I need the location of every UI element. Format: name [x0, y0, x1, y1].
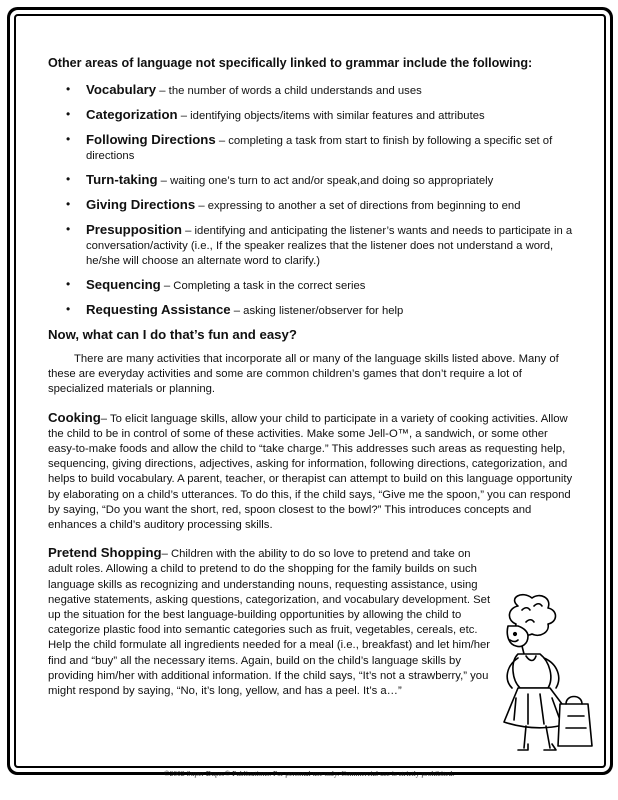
list-item [66, 222, 578, 269]
term-description: – asking listener/observer for help [230, 305, 404, 317]
list-item [66, 132, 578, 164]
cooking-paragraph [48, 410, 578, 534]
section-heading: Now, what can I do that’s fun and easy? [48, 327, 297, 342]
intro-heading: Other areas of language not specifically linked to grammar include the following: [48, 56, 533, 70]
list-item [66, 302, 578, 319]
term-description: – identifying and anticipating the listener’s wants and needs to participate in a conversation/activity (i.e., If the speaker realizes that the listener does not understand a word, he/she will choose an alternate word to clarify.) [86, 225, 573, 267]
list-item [66, 82, 578, 99]
term: Turn-taking [86, 172, 158, 187]
copyright-footer: ©2002 Super Duper® Publications. For personal use only. Commercial use is strictly prohibited. [163, 769, 455, 778]
term: Following Directions [86, 132, 216, 147]
list-item [66, 197, 578, 214]
list-item [66, 172, 578, 189]
cooking-heading: Cooking [48, 409, 101, 425]
term: Vocabulary [86, 82, 157, 97]
term: Requesting Assistance [86, 302, 231, 317]
term-description: – Completing a task in the correct series [160, 280, 366, 292]
shopping-heading: Pretend Shopping [48, 545, 162, 561]
language-areas-list [48, 82, 578, 319]
term: Giving Directions [86, 197, 196, 212]
list-item [66, 107, 578, 124]
term-description: – completing a task from start to finish by following a specific set of directions [86, 135, 553, 162]
term: Sequencing [86, 277, 161, 292]
term: Presupposition [86, 222, 182, 237]
list-item [66, 277, 578, 294]
girl-shopping-illustration-icon [488, 592, 598, 767]
shopping-paragraph [48, 545, 496, 699]
term-description: – identifying objects/items with similar features and attributes [177, 110, 485, 122]
shopping-text: – Children with the ability to do so love to pretend and take on adult roles. Allowing a child to pretend to do the shopping for the family builds on such language skills as recognizing and understanding nouns, requesting assistance, using negative statements, asking questions, categorization, and vocabulary development. Set up the situation for the best language-building opportunities by allowing the child to categorize plastic food into semantic categories such as fruit, vegetables, cereals, etc. Help the child formulate all ingredients needed for a meal (i.e., breakfast) and let him/her find and “buy” all the necessary items. Again, build on the child’s language skills by providing him/her with additional information. If the child says, “It’s not a strawberry,” you might respond by saying, “No, it’s long, yellow, and has a peel. It’s a…” [48, 548, 491, 698]
term-description: – expressing to another a set of directions from beginning to end [195, 200, 521, 212]
term-description: – the number of words a child understands and uses [156, 85, 422, 97]
intro-paragraph: There are many activities that incorporate all or many of the language skills listed above. Many of these are everyday activities and some are common children’s games that don’t require a lot of specialized materials or planning. [48, 353, 559, 396]
term-description: – waiting one’s turn to act and/or speak,and doing so appropriately [157, 175, 494, 187]
term: Categorization [86, 107, 178, 122]
cooking-text: – To elicit language skills, allow your child to participate in a variety of cooking activities. Allow the child to be in control of some of these activities. Make some Jell-O™, a sandwich, or some other easy-to-make foods and allow the child to “take charge.” This addresses such areas as requesting help, sequencing, giving directions, adjectives, asking for information, following directions, categorization, and helps to build vocabulary. A parent, teacher, or therapist can attempt to build on this language opportunity by elaborating on a child’s utterances. To do this, if the child says, “Give me the spoon,” you can respond by saying, “Do you want the short, red, spoon closest to the bowl?” This introduces concepts and enhances a child’s auditory processing skills. [48, 412, 573, 532]
